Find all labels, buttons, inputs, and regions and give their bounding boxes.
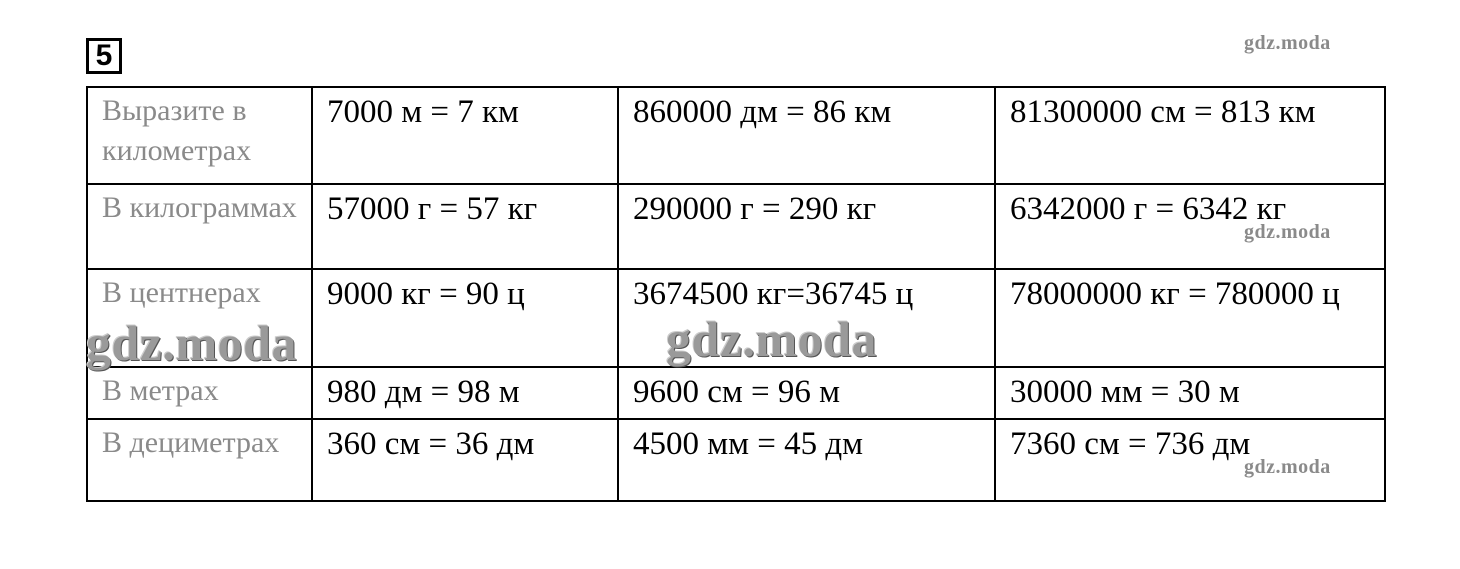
- table-cell: 9600 см = 96 м: [618, 367, 995, 419]
- table-cell: 360 см = 36 дм: [312, 419, 618, 501]
- table-cell: 3674500 кг=36745 ц: [618, 269, 995, 367]
- table-row: [87, 367, 1385, 419]
- table-cell: 7360 см = 736 дм: [995, 419, 1385, 501]
- table-row: [87, 184, 1385, 269]
- watermark-text: gdz.moda: [1244, 456, 1331, 478]
- table-row: [87, 87, 1385, 184]
- table-cell: 4500 мм = 45 дм: [618, 419, 995, 501]
- table-cell: 7000 м = 7 км: [312, 87, 618, 184]
- table-row: [87, 419, 1385, 501]
- table-cell: 57000 г = 57 кг: [312, 184, 618, 269]
- watermark-text: gdz.moda: [1244, 221, 1331, 243]
- watermark-text: gdz.moda: [86, 315, 297, 371]
- watermark-text: gdz.moda: [1244, 32, 1331, 54]
- table-cell: 290000 г = 290 кг: [618, 184, 995, 269]
- row-label: В метрах: [87, 367, 312, 419]
- table-cell: 9000 кг = 90 ц: [312, 269, 618, 367]
- row-label: Выразите в километрах: [87, 87, 312, 184]
- row-label: В центнерах: [87, 269, 312, 367]
- table-cell: 6342000 г = 6342 кг: [995, 184, 1385, 269]
- table-cell: 78000000 кг = 780000 ц: [995, 269, 1385, 367]
- table-cell: 980 дм = 98 м: [312, 367, 618, 419]
- task-number-badge: 5: [86, 38, 122, 74]
- table-cell: 860000 дм = 86 км: [618, 87, 995, 184]
- watermark-text: gdz.moda: [666, 311, 877, 367]
- table-cell: 81300000 см = 813 км: [995, 87, 1385, 184]
- table-cell: 30000 мм = 30 м: [995, 367, 1385, 419]
- row-label: В дециметрах: [87, 419, 312, 501]
- row-label: В килограммах: [87, 184, 312, 269]
- conversion-table: [86, 86, 1386, 502]
